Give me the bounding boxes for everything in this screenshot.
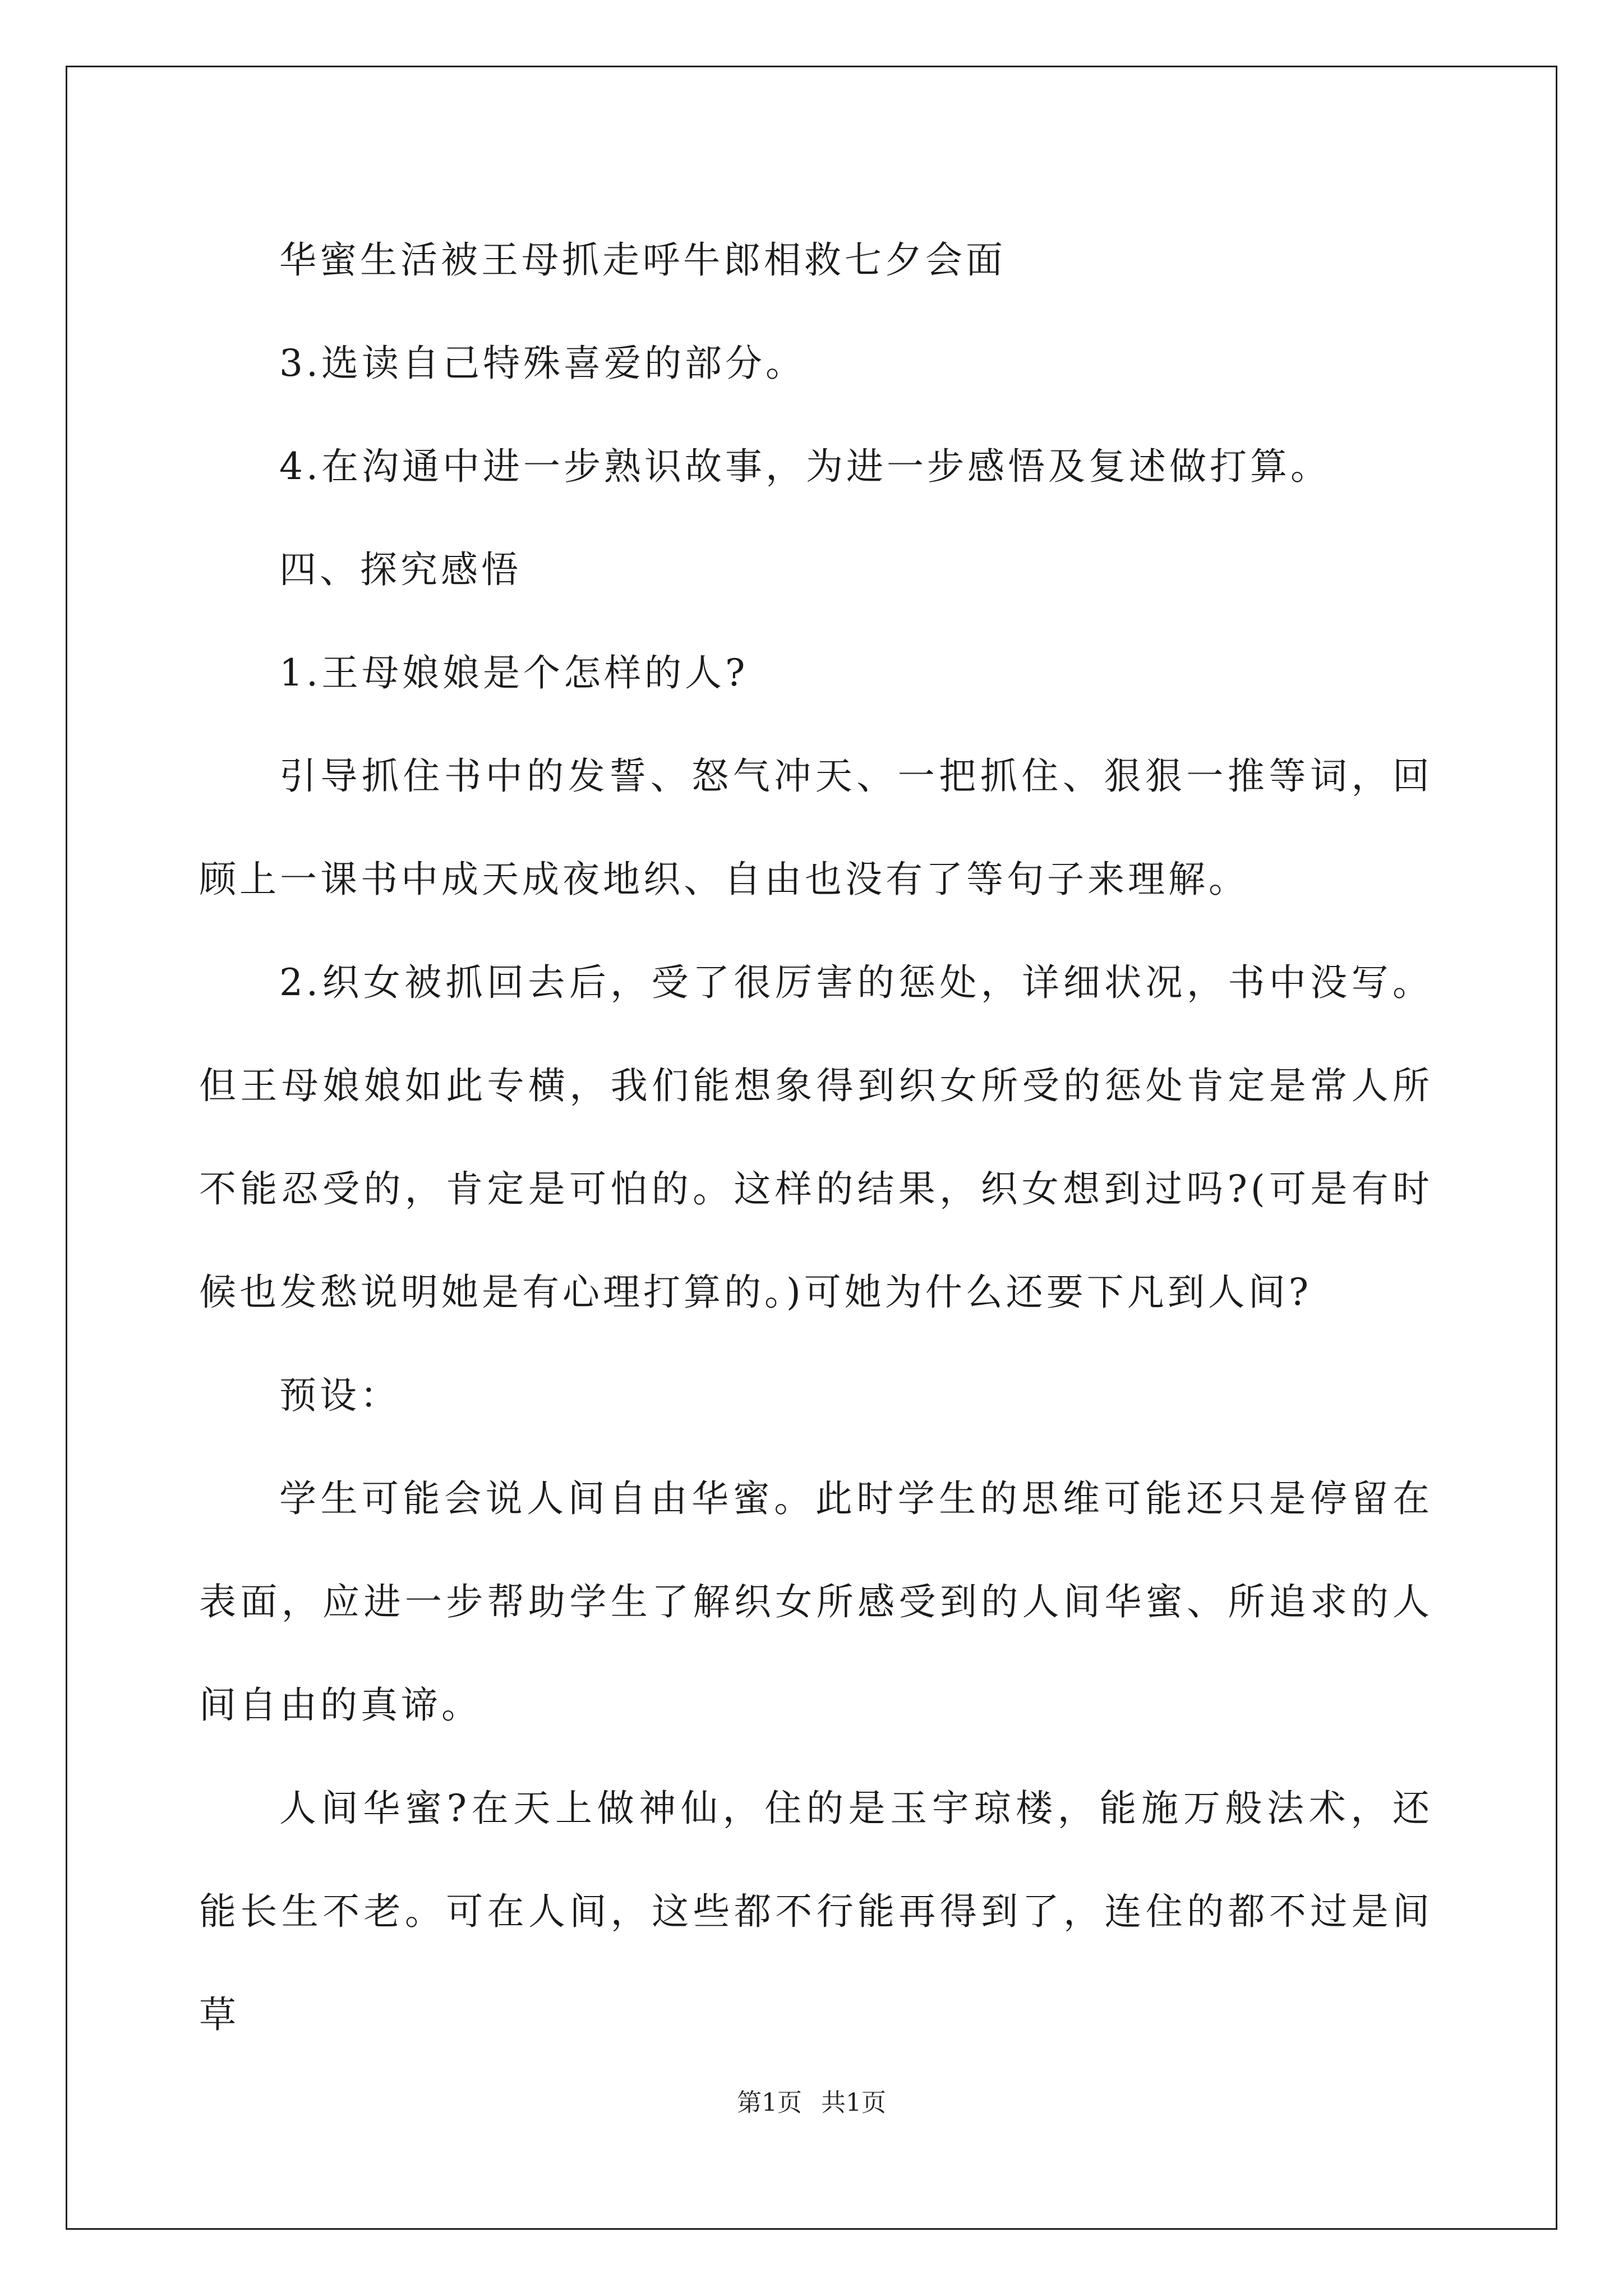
paragraph: 学生可能会说人间自由华蜜。此时学生的思维可能还只是停留在表面，应进一步帮助学生了解织女所感受到的人间华蜜、所追求的人间自由的真谛。: [199, 1477, 1433, 1727]
page-number: 第1页: [737, 2088, 802, 2117]
paragraph: 预设：: [279, 1374, 400, 1417]
paragraph: 4.在沟通中进一步熟识故事，为进一步感悟及复述做打算。: [279, 445, 1331, 488]
paragraph: 人间华蜜?在天上做神仙，住的是玉宇琼楼，能施万般法术，还能长生不老。可在人间，这些都不行能再得到了，连住的都不过是间草: [199, 1787, 1433, 2036]
page-total: 共1页: [821, 2088, 886, 2117]
document-body: [199, 209, 1433, 2067]
paragraph: 四、探究感悟: [279, 548, 522, 591]
paragraph: 引导抓住书中的发誓、怒气冲天、一把抓住、狠狠一推等词，回顾上一课书中成天成夜地织、自由也没有了等句子来理解。: [199, 754, 1433, 901]
paragraph: 3.选读自己特殊喜爱的部分。: [279, 342, 806, 385]
page-footer: [0, 2082, 1623, 2118]
paragraph: 华蜜生活被王母抓走呼牛郎相救七夕会面: [279, 238, 1006, 282]
paragraph: 1.王母娘娘是个怎样的人?: [279, 651, 749, 694]
paragraph: 2.织女被抓回去后，受了很厉害的惩处，详细状况，书中没写。但王母娘娘如此专横，我们能想象得到织女所受的惩处肯定是常人所不能忍受的，肯定是可怕的。这样的结果，织女想到过吗?(可是有时候也发愁说明她是有心理打算的。)可她为什么还要下凡到人间?: [199, 961, 1433, 1314]
